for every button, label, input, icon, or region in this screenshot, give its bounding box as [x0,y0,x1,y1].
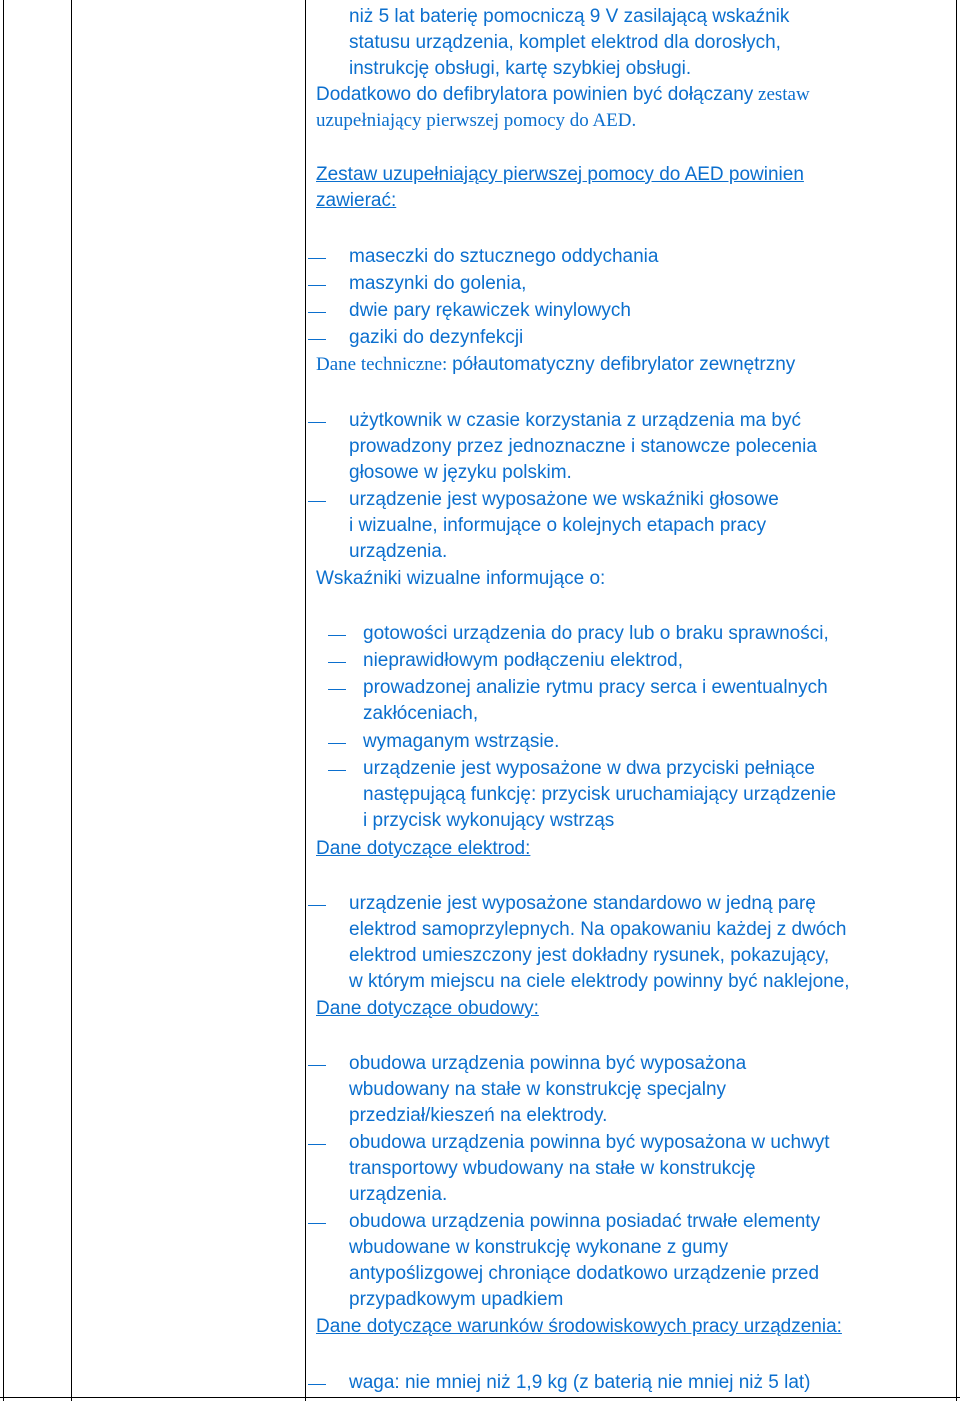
dash-bullet [328,770,346,771]
list-item-continuation: urządzenia. [349,541,448,562]
section-heading: Zestaw uzupełniający pierwszej pomocy do AED powinien [316,164,804,185]
list-item-continuation: urządzenia. [349,1184,448,1205]
list-item: obudowa urządzenia powinna być wyposażona w uchwyt [349,1132,830,1153]
dash-bullet [308,1223,326,1224]
text-line: niż 5 lat baterię pomocniczą 9 V zasilającą wskaźnik [349,6,790,27]
text-line: statusu urządzenia, komplet elektrod dla dorosłych, [349,32,781,53]
dash-bullet [328,743,346,744]
list-item: gotowości urządzenia do pracy lub o braku sprawności, [363,623,829,644]
section-heading: Dane dotyczące obudowy: [316,998,539,1019]
text-line [316,352,795,378]
dash-bullet [308,905,326,906]
list-item-continuation: zakłóceniach, [363,703,479,724]
list-item-continuation: antypoślizgowej chroniące dodatkowo urządzenie przed [349,1263,820,1284]
text-run: Dodatkowo do defibrylatora powinien być dołączany [316,84,754,105]
text-line: Wskaźniki wizualne informujące o: [316,568,606,589]
text-run: Dane techniczne: [316,354,453,375]
list-item: prowadzonej analizie rytmu pracy serca i ewentualnych [363,677,828,698]
section-heading: zawierać: [316,190,397,211]
dash-bullet [308,422,326,423]
list-item: urządzenie jest wyposażone standardowo w jedną parę [349,893,816,914]
text-run: półautomatyczny defibrylator zewnętrzny [452,354,796,375]
dash-bullet [308,1065,326,1066]
list-item-continuation: przedział/kieszeń na elektrody. [349,1105,608,1126]
dash-bullet [308,285,326,286]
dash-bullet [308,501,326,502]
list-item-continuation: następującą funkcję: przycisk uruchamiający urządzenie [363,784,837,805]
list-item-continuation: elektrod umieszczony jest dokładny rysunek, pokazujący, [349,945,830,966]
dash-bullet [328,689,346,690]
table-column-divider [71,0,72,1401]
dash-bullet [328,662,346,663]
list-item: obudowa urządzenia powinna posiadać trwałe elementy [349,1211,821,1232]
list-item: wymaganym wstrząsie. [363,731,560,752]
table-border-left [3,0,4,1401]
list-item-continuation: wbudowany na stałe w konstrukcję specjalny [349,1079,727,1100]
list-item-continuation: wbudowane w konstrukcję wykonane z gumy [349,1237,729,1258]
list-item: waga: nie mniej niż 1,9 kg (z baterią nie mniej niż 5 lat) [349,1372,811,1393]
dash-bullet [308,312,326,313]
text-run: zestaw [753,84,810,105]
table-border-right [956,0,957,1401]
list-item-continuation: i przycisk wykonujący wstrząs [363,810,615,831]
list-item-continuation: prowadzony przez jednoznaczne i stanowcze polecenia [349,436,817,457]
list-item: nieprawidłowym podłączeniu elektrod, [363,650,684,671]
table-border-bottom [0,1397,960,1398]
text-line: instrukcję obsługi, kartę szybkiej obsługi. [349,58,692,79]
list-item-continuation: i wizualne, informujące o kolejnych etapach pracy [349,515,767,536]
dash-bullet [308,1384,326,1385]
list-item-continuation: transportowy wbudowany na stałe w konstrukcję [349,1158,756,1179]
table-column-divider [305,0,306,1401]
dash-bullet [308,339,326,340]
list-item: urządzenie jest wyposażone we wskaźniki głosowe [349,489,779,510]
list-item: urządzenie jest wyposażone w dwa przyciski pełniące [363,758,816,779]
list-item-continuation: przypadkowym upadkiem [349,1289,564,1310]
list-item-continuation: elektrod samoprzylepnych. Na opakowaniu każdej z dwóch [349,919,847,940]
list-item: maseczki do sztucznego oddychania [349,246,659,267]
dash-bullet [328,635,346,636]
dash-bullet [308,258,326,259]
list-item-continuation: głosowe w języku polskim. [349,462,572,483]
list-item-continuation: w którym miejscu na ciele elektrody powinny być naklejone, [349,971,850,992]
section-heading: Dane dotyczące elektrod: [316,838,531,859]
section-heading: Dane dotyczące warunków środowiskowych pracy urządzenia: [316,1316,842,1337]
list-item: użytkownik w czasie korzystania z urządzenia ma być [349,410,801,431]
text-line: uzupełniający pierwszej pomocy do AED. [316,110,637,131]
list-item: maszynki do golenia, [349,273,527,294]
list-item: gaziki do dezynfekcji [349,327,524,348]
list-item: obudowa urządzenia powinna być wyposażona [349,1053,747,1074]
dash-bullet [308,1144,326,1145]
list-item: dwie pary rękawiczek winylowych [349,300,631,321]
text-line [316,82,810,108]
